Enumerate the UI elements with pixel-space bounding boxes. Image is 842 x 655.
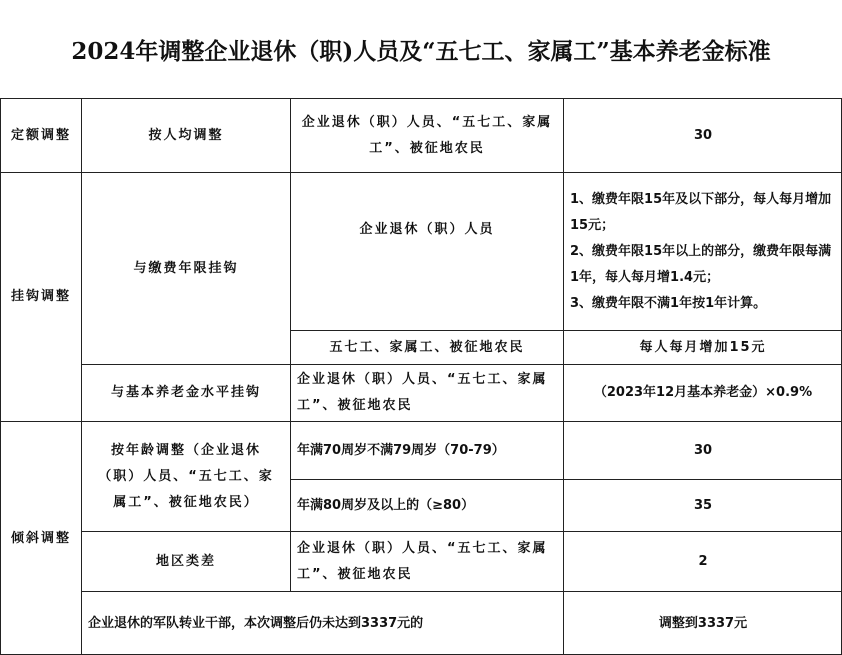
target-retirees: 企业退休（职）人员 xyxy=(290,172,563,330)
amount-level: （2023年12月基本养老金）×0.9% xyxy=(563,364,842,421)
target-level xyxy=(290,364,563,421)
amount-retirees xyxy=(563,172,842,330)
target-region-text: 企业退休（职）人员、“五七工、家属工”、被征地农民 xyxy=(297,540,548,582)
category-fixed: 定额调整 xyxy=(0,98,81,172)
method-age xyxy=(81,421,290,531)
method-age-text: 按年龄调整（企业退休（职）人员、“五七工、家属工”、被征地农民） xyxy=(98,442,274,510)
target-workers: 五七工、家属工、被征地农民 xyxy=(290,330,563,364)
method-per-capita: 按人均调整 xyxy=(81,98,290,172)
pension-table xyxy=(0,98,842,655)
method-region: 地区类差 xyxy=(81,531,290,591)
amount-region: 2 xyxy=(563,531,842,591)
page-title: 2024年调整企业退休（职)人员及“五七工、家属工”基本养老金标准 xyxy=(71,37,771,65)
amount-fixed: 30 xyxy=(563,98,842,172)
age-80: 年满80周岁及以上的（≥80） xyxy=(290,479,563,531)
method-years: 与缴费年限挂钩 xyxy=(81,172,290,364)
amount-70: 30 xyxy=(563,421,842,479)
category-linked: 挂钩调整 xyxy=(0,172,81,421)
method-level: 与基本养老金水平挂钩 xyxy=(81,364,290,421)
amount-retirees-text: 1、缴费年限15年及以下部分，每人每月增加15元； 2、缴费年限15年以上的部分，缴费年限每满1年，每人每月增1.4元； 3、缴费年限不满1年按1年计算。 xyxy=(570,191,832,311)
amount-80: 35 xyxy=(563,479,842,531)
target-fixed-text: 企业退休（职）人员、“五七工、家属工”、被征地农民 xyxy=(301,114,553,156)
category-tilted: 倾斜调整 xyxy=(0,421,81,655)
amount-workers: 每人每月增加15元 xyxy=(563,330,842,364)
target-level-text: 企业退休（职）人员、“五七工、家属工”、被征地农民 xyxy=(297,372,548,413)
age-70: 年满70周岁不满79周岁（70-79） xyxy=(290,421,563,479)
target-region xyxy=(290,531,563,591)
military-amount: 调整到3337元 xyxy=(563,591,842,655)
military-target: 企业退休的军队转业干部，本次调整后仍未达到3337元的 xyxy=(81,591,563,655)
target-fixed xyxy=(290,98,563,172)
